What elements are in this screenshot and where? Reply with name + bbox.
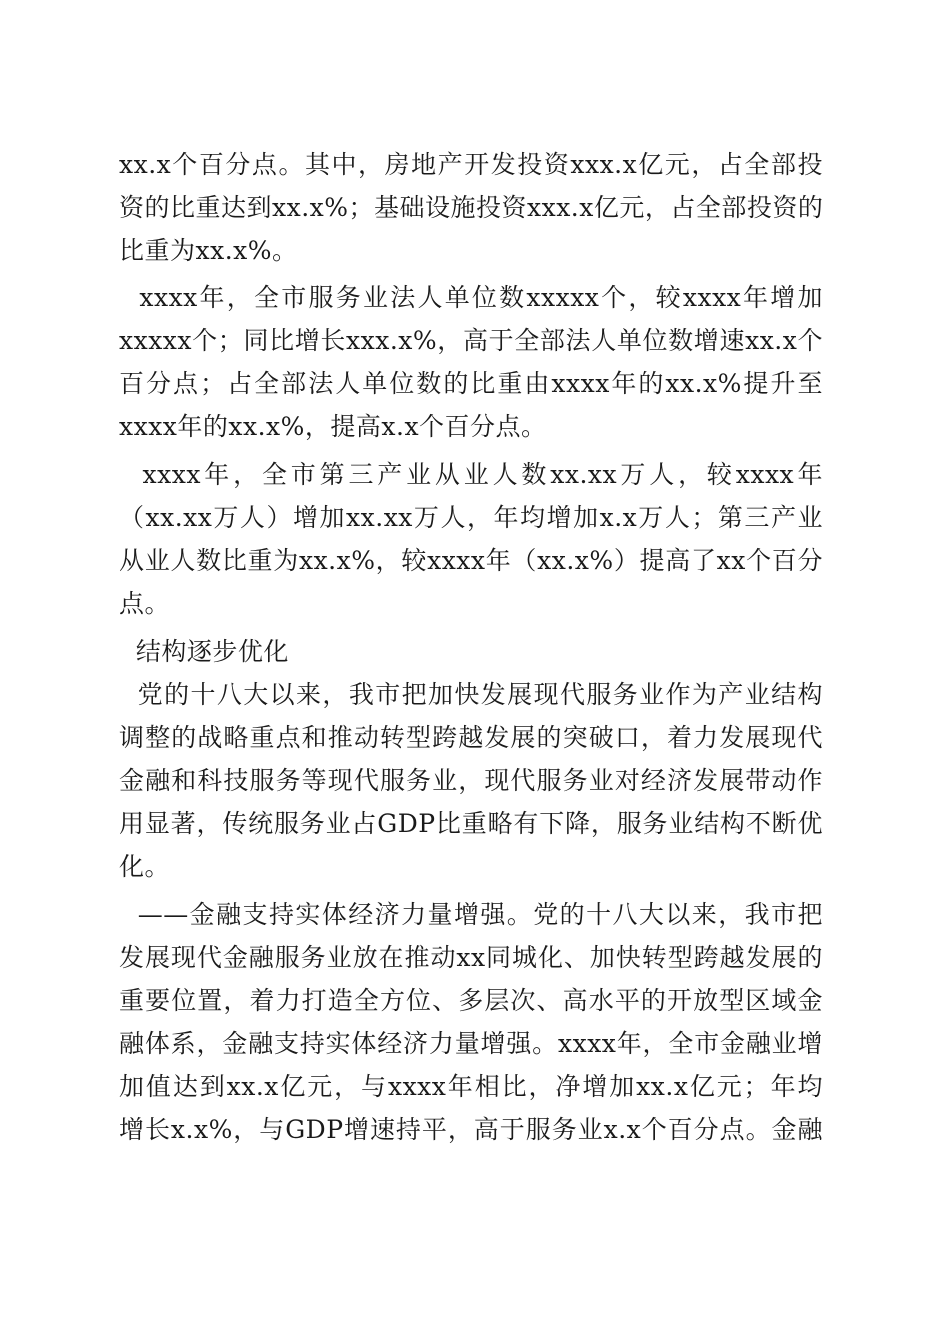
section-heading: 结构逐步优化 <box>119 637 289 666</box>
text-line: 重要位置，着力打造全方位、多层次、高水平的开放型区域金 <box>119 986 823 1015</box>
text-line: 党的十八大以来，我市把加快发展现代服务业作为产业结构 <box>119 680 823 709</box>
text-line: 加值达到xx.x亿元，与xxxx年相比，净增加xx.x亿元；年均 <box>119 1072 823 1101</box>
text-line: 用显著，传统服务业占GDP比重略有下降，服务业结构不断优 <box>119 809 823 838</box>
text-line: xxxx年的xx.x%，提高x.x个百分点。 <box>119 412 547 441</box>
text-line: xxxx年，全市第三产业从业人数xx.xx万人，较xxxx年 <box>119 460 823 489</box>
text-line: xxxx年，全市服务业法人单位数xxxxx个，较xxxx年增加 <box>119 283 823 312</box>
text-line: ——金融支持实体经济力量增强。党的十八大以来，我市把 <box>119 900 823 929</box>
text-line: 从业人数比重为xx.x%，较xxxx年（xx.x%）提高了xx个百分 <box>119 546 823 575</box>
text-line: 发展现代金融服务业放在推动xx同城化、加快转型跨越发展的 <box>119 943 823 972</box>
text-line: （xx.xx万人）增加xx.xx万人，年均增加x.x万人；第三产业 <box>119 503 823 532</box>
text-line: 比重为xx.x%。 <box>119 236 298 265</box>
text-line: 化。 <box>119 852 171 881</box>
text-line: 金融和科技服务等现代服务业，现代服务业对经济发展带动作 <box>119 766 823 795</box>
text-line: 增长x.x%，与GDP增速持平，高于服务业x.x个百分点。金融 <box>119 1115 823 1144</box>
text-line: 融体系，金融支持实体经济力量增强。xxxx年，全市金融业增 <box>119 1029 823 1058</box>
text-line: xx.x个百分点。其中，房地产开发投资xxx.x亿元，占全部投 <box>119 150 823 179</box>
text-line: 资的比重达到xx.x%；基础设施投资xxx.x亿元，占全部投资的 <box>119 193 824 222</box>
text-line: 调整的战略重点和推动转型跨越发展的突破口，着力发展现代 <box>119 723 823 752</box>
text-line: 点。 <box>119 589 171 618</box>
text-line: xxxxx个；同比增长xxx.x%，高于全部法人单位数增速xx.x个 <box>119 326 823 355</box>
text-line: 百分点；占全部法人单位数的比重由xxxx年的xx.x%提升至 <box>119 369 823 398</box>
